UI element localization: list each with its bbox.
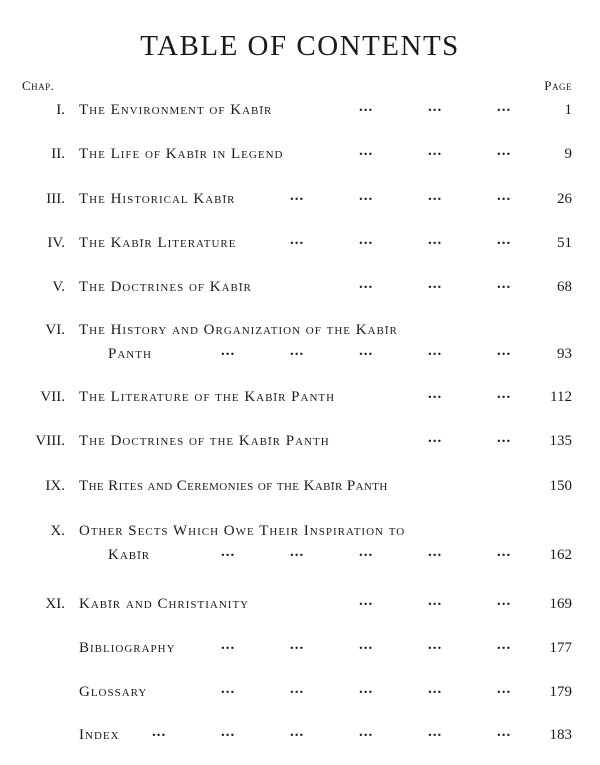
leader-dots: ... (497, 593, 512, 609)
page-number: 179 (549, 684, 572, 700)
leader-dots: ... (359, 188, 374, 204)
chapter-number: XI. (45, 596, 65, 612)
leader-dots: ... (359, 544, 374, 560)
leader-dots: ... (221, 724, 236, 740)
leader-dots: ... (221, 544, 236, 560)
leader-dots: ... (497, 724, 512, 740)
page-number: 68 (557, 279, 572, 295)
leader-dots: ... (221, 681, 236, 697)
page-number: 93 (557, 346, 572, 362)
leader-dots: ... (359, 276, 374, 292)
leader-dots: ... (428, 681, 443, 697)
leader-dots: ... (359, 99, 374, 115)
chapter-number: IX. (45, 478, 65, 494)
leader-dots: ... (359, 343, 374, 359)
page-number: 135 (549, 433, 572, 449)
chapter-title: The Rites and Ceremonies of the Kabīr Panth (79, 478, 388, 494)
chapter-number: X. (50, 523, 65, 539)
leader-dots: ... (152, 724, 167, 740)
chapter-number: I. (56, 102, 65, 118)
page-number: 26 (557, 191, 572, 207)
chapter-title: The Kabīr Literature (79, 235, 237, 251)
section-title: Index (79, 727, 120, 743)
leader-dots: ... (497, 544, 512, 560)
chapter-title: The Literature of the Kabīr Panth (79, 389, 336, 405)
chapter-title: The Life of Kabīr in Legend (79, 146, 284, 162)
leader-dots: ... (221, 637, 236, 653)
leader-dots: ... (497, 99, 512, 115)
leader-dots: ... (428, 430, 443, 446)
chapter-number: IV. (47, 235, 65, 251)
leader-dots: ... (221, 343, 236, 359)
leader-dots: ... (428, 276, 443, 292)
leader-dots: ... (428, 724, 443, 740)
leader-dots: ... (497, 188, 512, 204)
leader-dots: ... (290, 637, 305, 653)
leader-dots: ... (428, 544, 443, 560)
chapter-number: V. (52, 279, 65, 295)
leader-dots: ... (428, 188, 443, 204)
chapter-title: The Environment of Kabīr (79, 102, 273, 118)
leader-dots: ... (497, 343, 512, 359)
chapter-title: The Historical Kabīr (79, 191, 236, 207)
leader-dots: ... (290, 232, 305, 248)
chapter-title: The Doctrines of the Kabīr Panth (79, 433, 330, 449)
chapter-number: II. (51, 146, 65, 162)
leader-dots: ... (497, 232, 512, 248)
chapter-number: VI. (45, 322, 65, 338)
page-number: 9 (564, 146, 572, 162)
leader-dots: ... (359, 593, 374, 609)
chapter-title-continuation: Panth (108, 346, 152, 362)
chapter-title: Kabīr and Christianity (79, 596, 250, 612)
leader-dots: ... (497, 430, 512, 446)
page-number: 162 (549, 547, 572, 563)
leader-dots: ... (497, 681, 512, 697)
chapter-number: VIII. (35, 433, 65, 449)
leader-dots: ... (497, 276, 512, 292)
page-column-header: Page (544, 78, 572, 93)
page-number: 150 (549, 478, 572, 494)
chapter-title: The Doctrines of Kabīr (79, 279, 252, 295)
leader-dots: ... (359, 143, 374, 159)
leader-dots: ... (359, 232, 374, 248)
leader-dots: ... (497, 386, 512, 402)
page-number: 51 (557, 235, 572, 251)
leader-dots: ... (290, 724, 305, 740)
page-number: 112 (550, 389, 572, 405)
chapter-number: III. (46, 191, 65, 207)
page-title: TABLE OF CONTENTS (140, 30, 460, 62)
leader-dots: ... (497, 143, 512, 159)
leader-dots: ... (290, 188, 305, 204)
section-title: Glossary (79, 684, 148, 700)
chapter-column-header: Chap. (22, 78, 55, 93)
leader-dots: ... (428, 143, 443, 159)
leader-dots: ... (290, 681, 305, 697)
chapter-title: The History and Organization of the Kabīr (79, 322, 398, 338)
page-number: 169 (549, 596, 572, 612)
leader-dots: ... (359, 724, 374, 740)
page-number: 183 (549, 727, 572, 743)
leader-dots: ... (428, 232, 443, 248)
page-number: 177 (549, 640, 572, 656)
leader-dots: ... (428, 637, 443, 653)
leader-dots: ... (428, 99, 443, 115)
leader-dots: ... (290, 544, 305, 560)
leader-dots: ... (428, 343, 443, 359)
leader-dots: ... (359, 637, 374, 653)
leader-dots: ... (428, 386, 443, 402)
leader-dots: ... (359, 681, 374, 697)
leader-dots: ... (290, 343, 305, 359)
chapter-title: Other Sects Which Owe Their Inspiration to (79, 523, 406, 539)
page-number: 1 (564, 102, 572, 118)
chapter-title-continuation: Kabīr (108, 547, 151, 563)
section-title: Bibliography (79, 640, 176, 656)
chapter-number: VII. (40, 389, 65, 405)
leader-dots: ... (497, 637, 512, 653)
leader-dots: ... (428, 593, 443, 609)
